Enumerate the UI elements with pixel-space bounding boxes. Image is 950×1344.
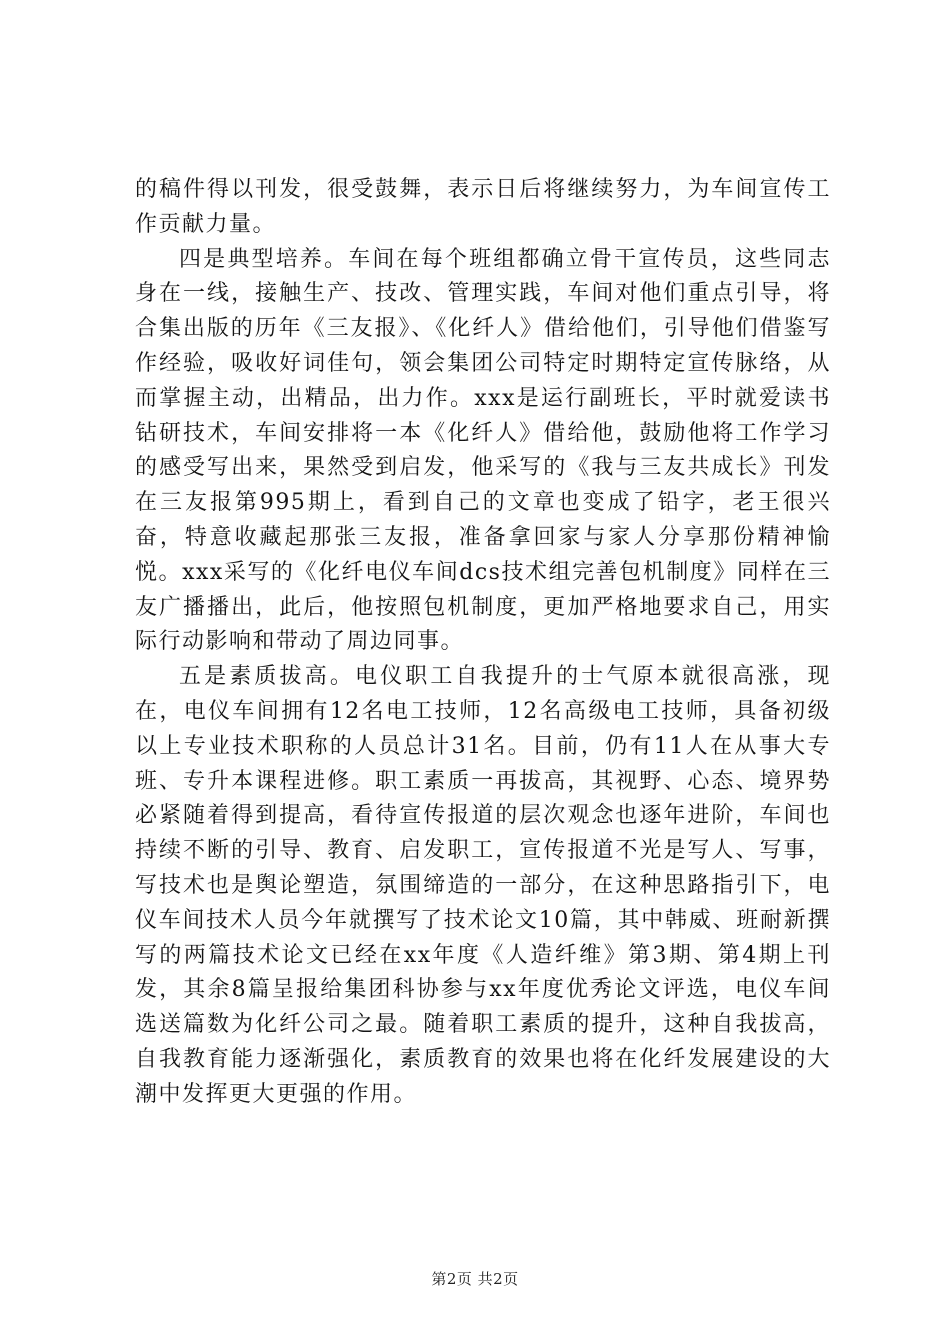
paragraph-continuation: 的稿件得以刊发，很受鼓舞，表示日后将继续努力，为车间宣传工作贡献力量。 xyxy=(135,177,831,237)
document-body xyxy=(135,173,831,1113)
paragraph-quality-improvement: 五是素质拔高。电仪职工自我提升的士气原本就很高涨，现在，电仪车间拥有12名电工技师，12名高级电工技师，具备初级以上专业技术职称的人员总计31名。目前，仍有11人在从事大专班、专升本课程进修。职工素质一再拔高，其视野、心态、境界势必紧随着得到提高，看待宣传报道的层次观念也逐年进阶，车间也持续不断的引导、教育、启发职工，宣传报道不光是写人、写事，写技术也是舆论塑造，氛围缔造的一部分，在这种思路指引下，电仪车间技术人员今年就撰写了技术论文10篇，其中韩威、班耐新撰写的两篇技术论文已经在xx年度《人造纤维》第3期、第4期上刊发，其余8篇呈报给集团科协参与xx年度优秀论文评选，电仪车间选送篇数为化纤公司之最。随着职工素质的提升，这种自我拔高，自我教育能力逐渐强化，素质教育的效果也将在化纤发展建设的大潮中发挥更大更强的作用。 xyxy=(135,664,831,1107)
paragraph-typical-training: 四是典型培养。车间在每个班组都确立骨干宣传员，这些同志身在一线，接触生产、技改、管理实践，车间对他们重点引导，将合集出版的历年《三友报》、《化纤人》借给他们，引导他们借鉴写作经验，吸收好词佳句，领会集团公司特定时期特定宣传脉络，从而掌握主动，出精品，出力作。xxx是运行副班长，平时就爱读书钻研技术，车间安排将一本《化纤人》借给他，鼓励他将工作学习的感受写出来，果然受到启发，他采写的《我与三友共成长》刊发在三友报第995期上，看到自己的文章也变成了铅字，老王很兴奋，特意收藏起那张三友报，准备拿回家与家人分享那份精神愉悦。xxx采写的《化纤电仪车间dcs技术组完善包机制度》同样在三友广播播出，此后，他按照包机制度，更加严格地要求自己，用实际行动影响和带动了周边同事。 xyxy=(135,246,831,655)
page-footer: 第2页 共2页 xyxy=(431,1270,519,1288)
